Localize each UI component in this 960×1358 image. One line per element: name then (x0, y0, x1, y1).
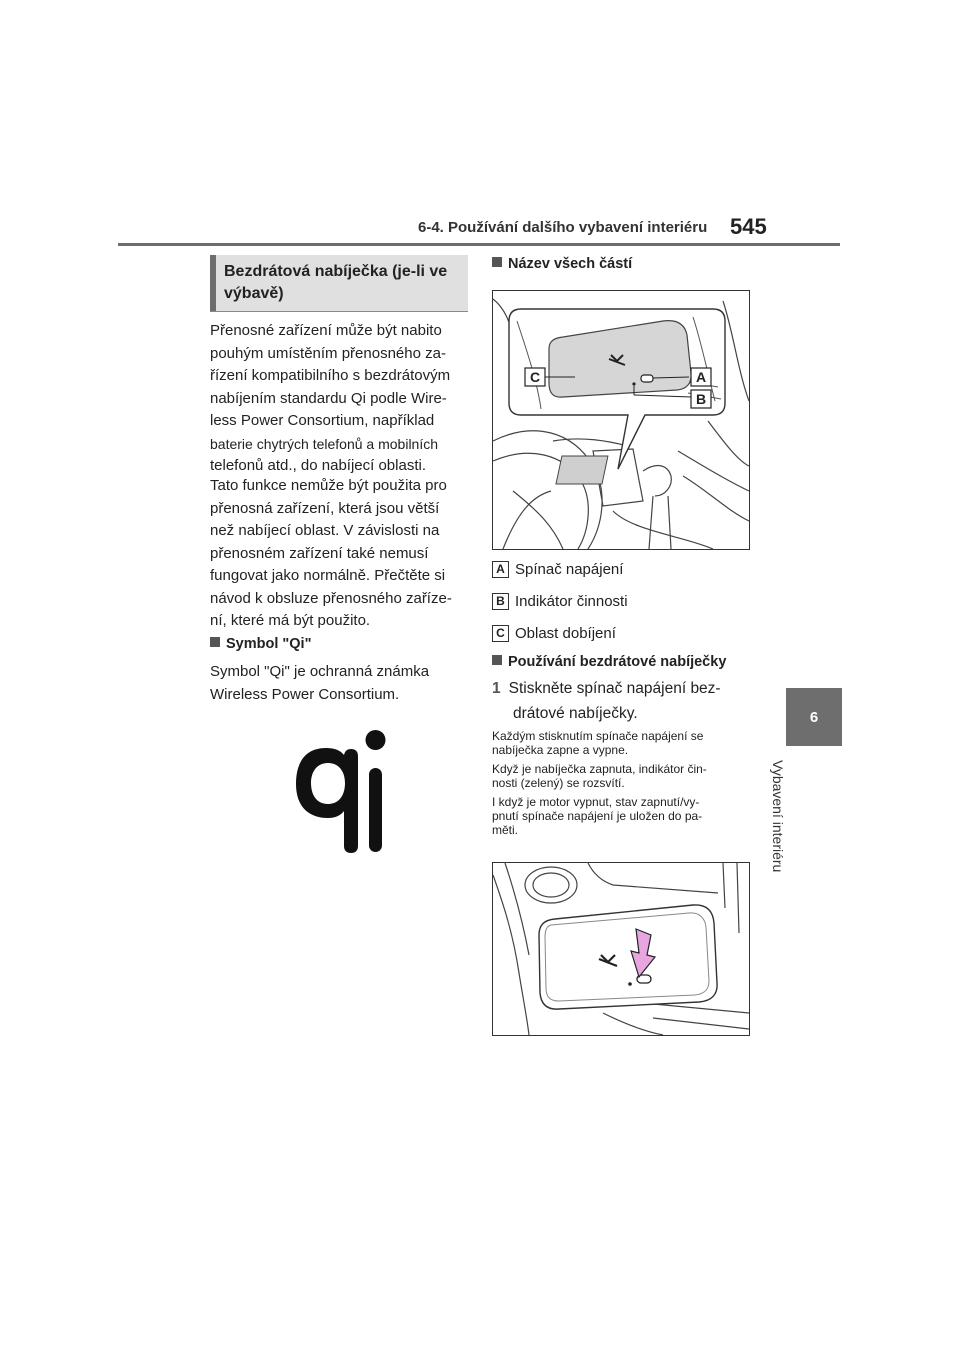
note-line: I když je motor vypnut, stav zapnutí/vy- (492, 795, 700, 809)
usage-notes (492, 729, 762, 837)
step-line: drátové nabíječky. (513, 705, 638, 722)
note-line: ní, které má být použito. (210, 612, 371, 629)
intro-line: řízení kompatibilního s bezdrátovým (210, 367, 451, 384)
note-line: Tato funkce nemůže být použita pro (210, 477, 447, 494)
part-item-b (492, 593, 628, 610)
figure-label-b: B (695, 391, 707, 407)
note-line: pnutí spínače napájení je uložen do pa- (492, 809, 703, 823)
note-block (492, 795, 762, 837)
figure-label-c: C (529, 369, 541, 385)
chapter-tab (786, 688, 842, 746)
note-line: měti. (492, 823, 519, 837)
note-line: fungovat jako normálně. Přečtěte si (210, 567, 446, 584)
limitation-paragraph (210, 475, 470, 633)
part-text: Oblast dobíjení (515, 625, 616, 642)
parts-heading-text: Název všech částí (508, 256, 633, 272)
chapter-side-label-text: Vybavení interiéru (770, 760, 786, 873)
bullet-square-icon (492, 257, 502, 267)
usage-heading (492, 654, 726, 670)
intro-line: baterie chytrých telefonů a mobilních (210, 435, 439, 452)
qi-trademark-paragraph (210, 661, 470, 706)
usage-heading-text: Používání bezdrátové nabíječky (508, 654, 727, 670)
figure-label-a: A (695, 369, 707, 385)
intro-line: nabíjením standardu Qi podle Wire- (210, 389, 447, 407)
qi-line: Wireless Power Consortium. (210, 685, 400, 703)
part-text: Indikátor činnosti (515, 593, 628, 610)
part-item-a (492, 561, 623, 578)
bullet-square-icon (210, 637, 220, 647)
note-line: přenosném zařízení také nemusí (210, 544, 429, 562)
part-item-c (492, 625, 616, 642)
bullet-square-icon (492, 655, 502, 665)
power-switch-figure (492, 862, 750, 1036)
intro-line: pouhým umístěním přenosného za- (210, 344, 446, 362)
parts-diagram-figure (492, 290, 750, 550)
section-title-bar (210, 255, 216, 311)
step-1 (492, 676, 762, 726)
note-line: návod k obsluze přenosného zaříze- (210, 589, 452, 607)
note-line: nosti (zelený) se rozsvítí. (492, 776, 625, 790)
part-text: Spínač napájení (515, 561, 624, 578)
step-number: 1 (492, 680, 501, 697)
parts-heading (492, 256, 632, 272)
page-number: 545 (730, 214, 767, 239)
chapter-side-label (760, 760, 830, 900)
header-divider (118, 243, 840, 246)
part-key: B (492, 593, 509, 610)
part-key: C (492, 625, 509, 642)
intro-line: Přenosné zařízení může být nabito (210, 322, 442, 339)
section-underline (210, 311, 468, 312)
section-title: Bezdrátová nabíječka (je-li ve výbavě) (224, 263, 448, 302)
qi-symbol-heading (210, 636, 311, 652)
section-title-box (210, 255, 468, 311)
qi-logo-icon (290, 722, 390, 856)
note-line: Každým stisknutím spínače napájení se (492, 729, 704, 743)
part-key: A (492, 561, 509, 578)
note-line: Když je nabíječka zapnuta, indikátor čin- (492, 762, 707, 776)
qi-symbol-heading-text: Symbol "Qi" (226, 636, 312, 652)
note-line: než nabíjecí oblast. V závislosti na (210, 522, 440, 539)
chapter-tab-number: 6 (809, 708, 819, 726)
intro-paragraph (210, 320, 470, 478)
intro-line: less Power Consortium, například (210, 412, 435, 429)
intro-line: telefonů atd., do nabíjecí oblasti. (210, 457, 426, 474)
note-block (492, 729, 762, 757)
step-line: Stiskněte spínač napájení bez- (508, 680, 721, 697)
note-line: nabíječka zapne a vypne. (492, 743, 629, 757)
chapter-title: 6-4. Používání dalšího vybavení interiéru (418, 219, 708, 236)
note-line: přenosná zařízení, která jsou větší (210, 499, 440, 517)
qi-line: Symbol "Qi" je ochranná známka (210, 663, 430, 680)
note-block (492, 762, 762, 790)
